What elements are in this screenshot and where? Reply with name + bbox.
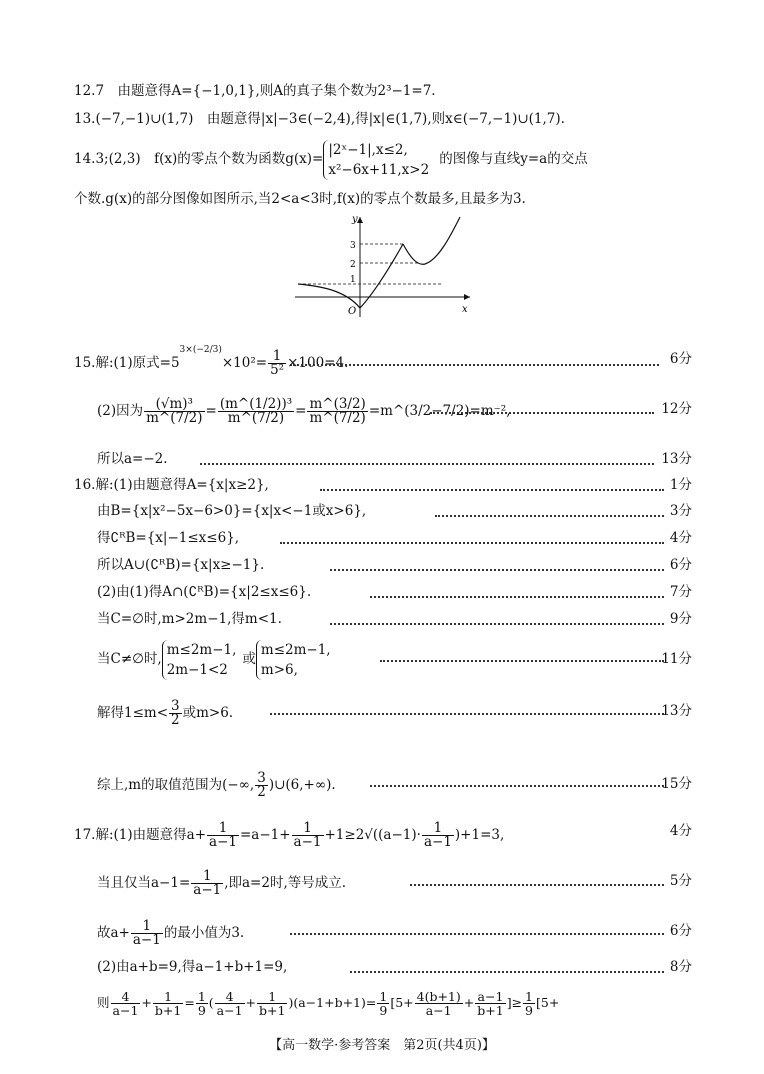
fraction: $\frac{\text{(m\textasciicircum{}(1/2))³}}{m\^{}(7/2)}$ [219,396,293,426]
piecewise-brace [323,140,429,180]
t: ]≥ [506,995,523,1010]
fraction: $\frac{1}{a-1}$ [193,868,222,898]
score: 4分 [669,530,692,546]
fraction: $\frac{3}{2}$ [171,698,180,728]
fraction: $\frac{4}{a-1}$ [112,989,139,1018]
q17-l1-d: )+1=3, [454,827,505,843]
t: = [184,995,195,1010]
fraction: $\frac{1}{a-1}$ [209,820,237,850]
score: 5分 [669,873,692,889]
q16-line4: 所以A∪(∁ᴿB)={x|x≥−1}. [97,557,265,573]
system-brace-1: m≤2m−1, 2m−1<2 [162,640,237,680]
score: 6分 [669,557,692,573]
q14-suffix: 的图像与直线y=a的交点 [439,151,588,167]
q17-l2-b: ,即a=2时,等号成立. [224,875,347,891]
score: 8分 [669,959,692,975]
score: 3分 [669,503,692,519]
t: + [245,995,257,1010]
q16-line6: 当C=∅时,m>2m−1,得m<1. [97,611,282,627]
q17-line1 [74,822,692,849]
t: + [463,995,475,1010]
y-axis-label: y [352,214,358,225]
fraction: $\frac{m\^{}(3/2)}{m\^{}(7/2)}$ [309,396,366,426]
q16-l7-a: 当C≠∅时, [97,651,162,667]
q16-line3: 得∁ᴿB={x|−1≤x≤6}, [97,530,240,546]
tick-1: 1 [350,275,356,285]
score: 6分 [669,351,692,367]
q17-line4: (2)由a+b=9,得a−1+b+1=9, [97,959,288,975]
fraction: $\frac{1}{9}$ [379,989,388,1018]
t: [5+ [536,995,560,1010]
q17-l1-c: +1≥2√((a−1)· [324,827,421,843]
score: 12分 [661,401,692,417]
q15-l2-c: = [295,403,307,419]
q15-l1-b: ×10²= [221,355,268,371]
fraction: $\frac{4(b+1)}{a-1}$ [416,989,461,1018]
q15-exponent: 3×(−2/3) [179,344,222,355]
answer-13: 13.(−7,−1)∪(1,7) 由题意得|x|−3∈(−2,4),得|x|∈(1,7),则x∈(−7,−1)∪(1,7). [74,111,565,127]
score: 7分 [669,584,692,600]
fraction: $\frac{1}{a-1}$ [423,820,452,850]
fraction: $\frac{1}{a-1}$ [132,918,161,948]
fraction: $\frac{1}{a-1}$ [293,820,322,850]
q15-l2-b: = [205,403,217,419]
fraction: $\frac{1}{\text{5²}}$ [270,348,285,378]
case-1: |2ˣ−1|,x≤2, [328,141,408,158]
fraction: $\frac{1}{9}$ [197,989,206,1018]
answer-14-line1 [74,136,692,182]
q17-l3-a: 故a+ [97,925,130,941]
fraction: $\frac{\text{(√m)³}}{m\^{}(7/2)}$ [146,396,203,426]
q16-line5: (2)由(1)得A∩(∁ᴿB)={x|2≤x≤6}. [97,584,312,600]
score: 13分 [661,703,692,719]
q16-l9-a: 综上,m的取值范围为(−∞, [97,777,255,793]
score: 4分 [669,823,692,839]
fraction: $\frac{1}{b+1}$ [154,989,182,1018]
q16-line1: 16.解:(1)由题意得A={x|x≥2}, [74,477,269,493]
q17-l1-b: =a−1+ [239,827,291,843]
origin-label: O [348,306,357,317]
q16-l8-b: 或m>6. [182,705,234,721]
score: 15分 [661,776,692,792]
q15-l1-text: 15.解:(1)原式=5 [74,355,180,371]
fraction: $\frac{1}{b+1}$ [259,989,286,1018]
q16-line2: 由B={x|x²−5x−6>0}={x|x<−1或x>6}, [97,503,367,519]
score: 6分 [669,923,692,939]
q16-line7 [97,638,692,680]
answer-12: 12.7 由题意得A={−1,0,1},则A的真子集个数为2³−1=7. [74,83,436,99]
score: 1分 [669,477,692,493]
score: 11分 [661,651,692,667]
q15-line3: 所以a=−2. [97,451,168,467]
q15-l2-a: (2)因为 [97,403,144,419]
fraction: $\frac{1}{9}$ [525,989,533,1018]
function-graph [290,212,475,322]
x-axis-label: x [462,304,468,315]
q16-l8-a: 解得1≤m< [97,705,169,721]
score: 13分 [661,451,692,467]
case-2: x²−6x+11,x>2 [328,161,430,178]
score: 9分 [669,611,692,627]
fraction: $\frac{4}{a-1}$ [216,989,243,1018]
t: 则 [97,995,110,1010]
t: [5+ [390,995,414,1010]
t: )(a−1+b+1)= [288,995,377,1010]
q17-line5 [97,990,692,1017]
answer-14-line2: 个数.g(x)的部分图像如图所示,当2<a<3时,f(x)的零点个数最多,且最多为3. [74,191,526,207]
q17-l2-a: 当且仅当a−1= [97,875,191,891]
q15-l2-d: =m^(3/2−7/2)=m⁻², [368,403,511,419]
q15-l1-c: ×100=4. [287,355,349,371]
q17-l3-b: 的最小值为3. [163,925,245,941]
q14-prefix: 14.3;(2,3) f(x)的零点个数为函数g(x)= [74,151,324,167]
page-footer: 【高一数学·参考答案 第2页(共4页)】 [269,1038,495,1053]
t: + [141,995,152,1010]
fraction: $\frac{3}{2}$ [257,770,266,800]
t: ( [208,995,214,1010]
q16-l9-b: )∪(6,+∞). [268,777,336,793]
system-brace-2: m≤2m−1, m>6, [256,640,331,680]
fraction: $\frac{a-1}{b+1}$ [477,989,504,1018]
tick-3: 3 [350,241,356,251]
q17-l1-a: 17.解:(1)由题意得a+ [74,827,207,843]
tick-2: 2 [350,260,356,270]
q16-l7-or: 或 [242,651,256,667]
